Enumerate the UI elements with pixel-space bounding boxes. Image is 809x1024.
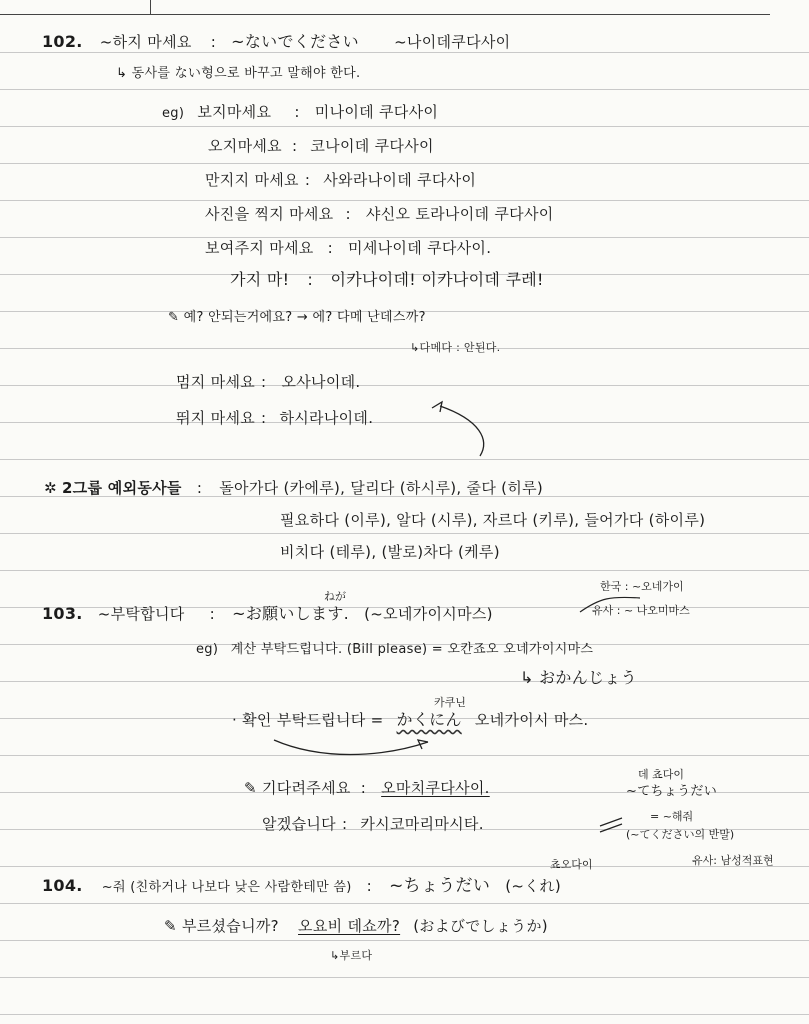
side-note-ja: ~てちょうだい [626,784,717,799]
example-102-2: 오지마세요 : 코나이데 쿠다사이 [208,137,434,155]
side-note-1: 한국 : ~오네가이 [600,580,684,593]
entry-104-header: 104. ~줘 (친하거나 나보다 낮은 사람한테만 씀) : ~ちょうだい (~くれ) [42,876,562,896]
exceptions-header: ✲ 2그룹 예외동사들 : 돌아가다 (카에루), 달리다 (하시루), 줄다 (히루) [44,479,544,497]
exceptions-line-3: 비치다 (테루), (발로)차다 (케루) [280,543,500,561]
arrow-icon: ↳ [116,66,132,81]
entry-title-ja: ~ないでください [231,32,359,51]
entry-title-reading: ~나이데쿠다사이 [394,33,511,51]
side-note-ja2: (~てください의 반말) [626,828,735,841]
exceptions-line-2: 필요하다 (이루), 알다 (시루), 자르다 (키루), 들어가다 (하이루) [280,511,706,529]
example-102-5: 보여주지 마세요 : 미세나이데 쿠다사이. [205,239,492,257]
example-102-1: eg) 보지마세요 : 미나이데 쿠다사이 [162,103,439,121]
example-103-4: 알겠습니다 : 카시코마리마시타. [262,815,484,833]
example-102-4: 사진을 찍지 마세요 : 샤신오 토라나이데 쿠다사이 [205,205,554,223]
ruby-choodai: 쵸오다이 [550,858,593,871]
example-102-8: 뛰지 마세요 : 하시라나이데. [176,409,374,427]
side-note-104: 유사: 남성적표현 [692,854,774,867]
entry-103-header: 103. ~부탁합니다 : ~お願いします. (~오네가이시마스) [42,604,493,623]
entry-102-header: 102. ~하지 마세요 : ~ないでください ~나이데쿠다사이 [42,32,511,51]
pen-icon: ✎ [244,779,262,797]
side-note-2: 유사 : ~ 나오미마스 [592,604,690,617]
question-line: ✎ 예? 안되는거에요? → 에? 다메 난데스까? [168,310,426,325]
side-note-top: 데 쵸다이 [638,768,685,781]
pen-icon: ✎ [164,917,182,935]
entry-number: 102. [42,32,83,51]
ruby-kakunin: 카쿠닌 [434,696,466,709]
pen-icon: ✎ [168,310,184,325]
ruby-nega: ねが [324,590,346,603]
question-note: ↳다메다 : 안된다. [410,341,501,354]
example-102-3: 만지지 마세요 : 사와라나이데 쿠다사이 [205,171,477,189]
entry-102-note: ↳ 동사를 ない형으로 바꾸고 말해야 한다. [116,66,361,81]
entry-title-ko: ~하지 마세요 [99,33,192,51]
example-102-7: 멈지 마세요 : 오사나이데. [176,373,361,391]
top-rule [0,14,770,15]
binder-mark [150,0,151,14]
example-103-2: · 확인 부탁드립니다 = かくにん 오네가이시 마스. [232,710,589,729]
example-102-6: 가지 마! : 이카나이데! 이카나이데 쿠레! [230,270,544,289]
example-104-1: ✎ 부르셨습니까? 오요비 데쇼까? (およびでしょうか) [164,917,548,935]
star-bullet-icon: ✲ [44,479,62,497]
side-note-eq: = ~해줘 [650,810,694,823]
example-103-1: eg) 계산 부탁드립니다. (Bill please) = 오칸죠오 오네가이시마스 [196,642,594,657]
example-103-1-ja: ↳ おかんじょう [520,668,637,687]
example-104-note: ↳부르다 [330,949,373,962]
example-103-3: ✎ 기다려주세요 : 오마치쿠다사이. [244,779,490,797]
